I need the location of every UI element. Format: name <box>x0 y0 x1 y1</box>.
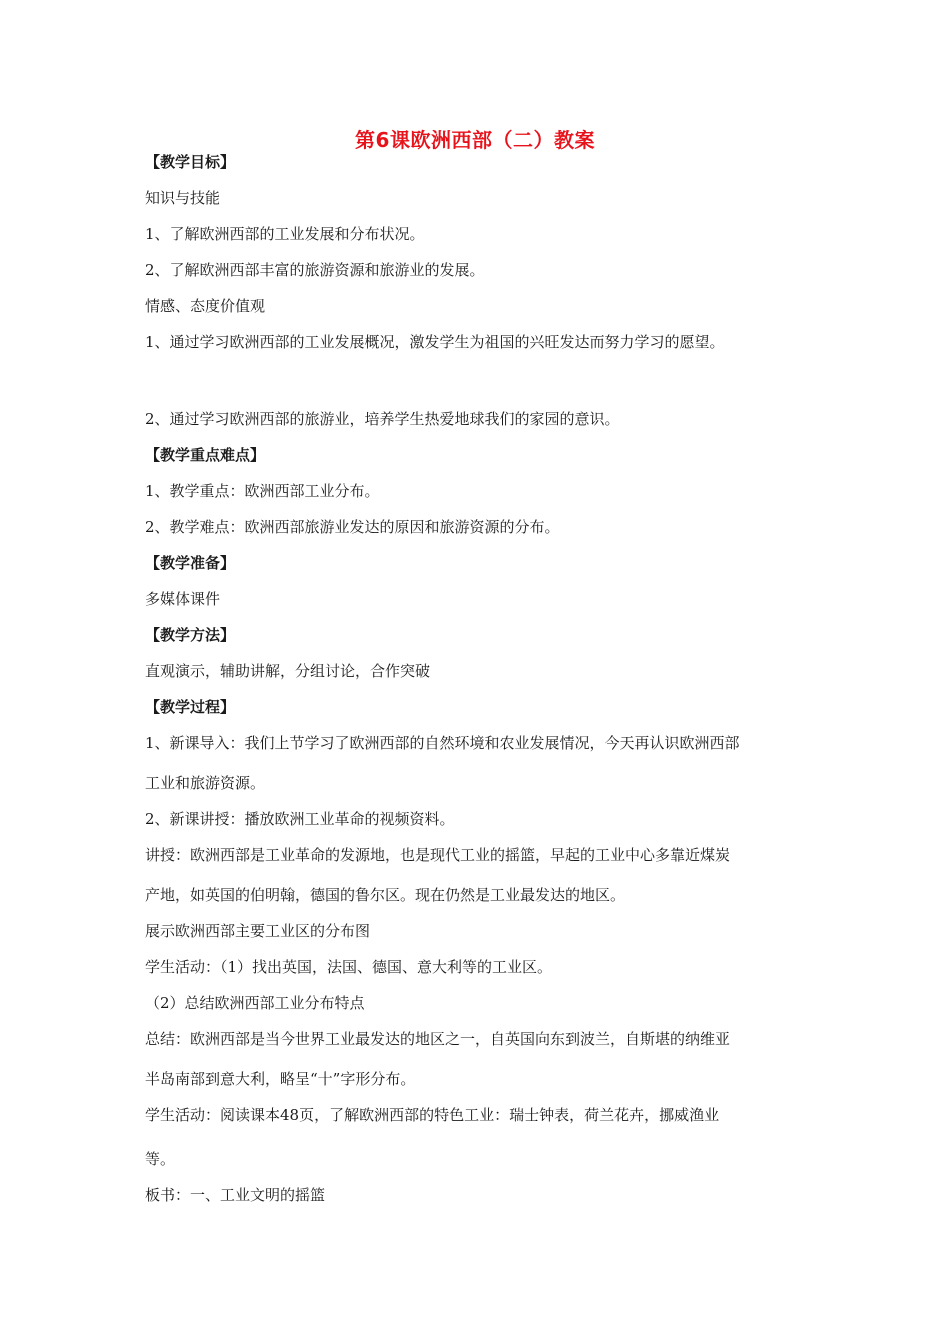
text-line: 直观演示，辅助讲解，分组讨论，合作突破 <box>145 662 431 680</box>
text-line: 等。 <box>145 1150 176 1168</box>
text-line: 工业和旅游资源。 <box>145 774 266 792</box>
text-line: 1、通过学习欧洲西部的工业发展概况，激发学生为祖国的兴旺发达而努力学习的愿望。 <box>145 333 725 351</box>
text-line: 总结：欧洲西部是当今世界工业最发达的地区之一，自英国向东到波兰，自斯堪的纳维亚 <box>145 1030 731 1048</box>
text-line: 半岛南部到意大利，略呈“十”字形分布。 <box>145 1070 416 1088</box>
text-line: （2）总结欧洲西部工业分布特点 <box>145 994 365 1012</box>
section-heading-process: 【教学过程】 <box>145 698 236 716</box>
text-line: 讲授：欧洲西部是工业革命的发源地，也是现代工业的摇篮，早起的工业中心多靠近煤炭 <box>145 846 731 864</box>
text-line: 知识与技能 <box>145 189 221 207</box>
section-heading-methods: 【教学方法】 <box>145 626 236 644</box>
text-line: 多媒体课件 <box>145 590 221 608</box>
section-heading-objectives: 【教学目标】 <box>145 153 236 171</box>
text-line: 板书：一、工业文明的摇篮 <box>145 1186 326 1204</box>
page-title: 第6课欧洲西部（二）教案 <box>355 128 595 152</box>
text-line: 2、新课讲授：播放欧洲工业革命的视频资料。 <box>145 810 455 828</box>
text-line: 学生活动：（1）找出英国，法国、德国、意大利等的工业区。 <box>145 958 553 976</box>
text-line: 1、教学重点：欧洲西部工业分布。 <box>145 482 380 500</box>
text-line: 1、新课导入：我们上节学习了欧洲西部的自然环境和农业发展情况，今天再认识欧洲西部 <box>145 734 740 752</box>
text-line: 展示欧洲西部主要工业区的分布图 <box>145 922 371 940</box>
section-heading-key-points: 【教学重点难点】 <box>145 446 266 464</box>
text-line: 2、通过学习欧洲西部的旅游业，培养学生热爱地球我们的家园的意识。 <box>145 410 620 428</box>
text-line: 情感、态度价值观 <box>145 297 266 315</box>
text-line: 2、教学难点：欧洲西部旅游业发达的原因和旅游资源的分布。 <box>145 518 560 536</box>
text-line: 2、了解欧洲西部丰富的旅游资源和旅游业的发展。 <box>145 261 485 279</box>
text-line: 学生活动：阅读课本48页，了解欧洲西部的特色工业：瑞士钟表，荷兰花卉，挪威渔业 <box>145 1106 720 1124</box>
text-line: 1、了解欧洲西部的工业发展和分布状况。 <box>145 225 425 243</box>
text-line: 产地，如英国的伯明翰，德国的鲁尔区。现在仍然是工业最发达的地区。 <box>145 886 626 904</box>
section-heading-preparation: 【教学准备】 <box>145 554 236 572</box>
